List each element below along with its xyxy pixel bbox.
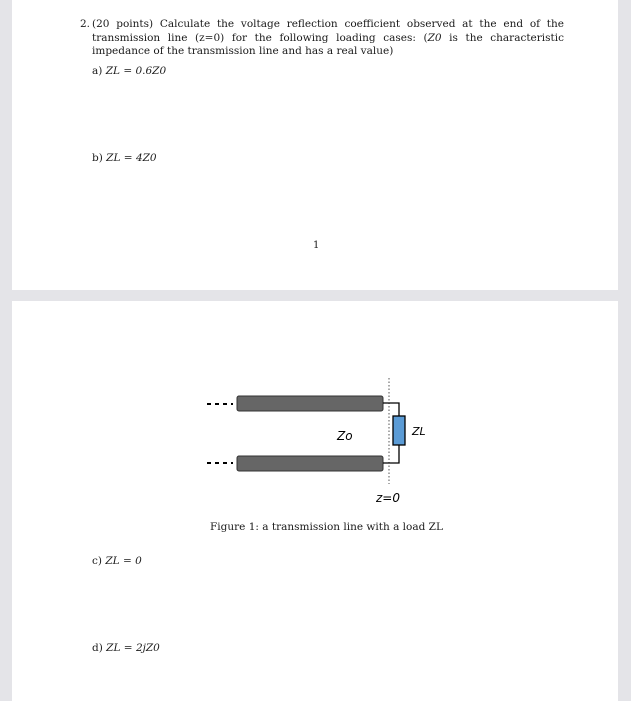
question-number: 2. — [80, 18, 91, 30]
line-label: Zo — [337, 429, 353, 443]
page-number: 1 — [313, 240, 320, 251]
part-a: a) ZL = 0.6Z0 — [92, 65, 167, 77]
question-text: (20 points) Calculate the voltage reflection coefficient observed at the end of the transmission line (z=0) for the following loading cases: (Z0 is the characteristic impedance of the transmission line and has a real value) — [92, 18, 564, 57]
part-d: d) ZL = 2jZ0 — [92, 642, 160, 654]
figure-caption: Figure 1: a transmission line with a load ZL — [210, 521, 443, 533]
conductor-bottom — [237, 456, 383, 471]
part-b: b) ZL = 4Z0 — [92, 152, 157, 164]
position-label: z=0 — [376, 491, 400, 505]
load-resistor — [393, 416, 405, 445]
part-c: c) ZL = 0 — [92, 555, 142, 567]
load-label: ZL — [412, 425, 426, 438]
load-wire-bottom — [383, 445, 399, 463]
load-wire-top — [383, 403, 399, 416]
conductor-top — [237, 396, 383, 411]
